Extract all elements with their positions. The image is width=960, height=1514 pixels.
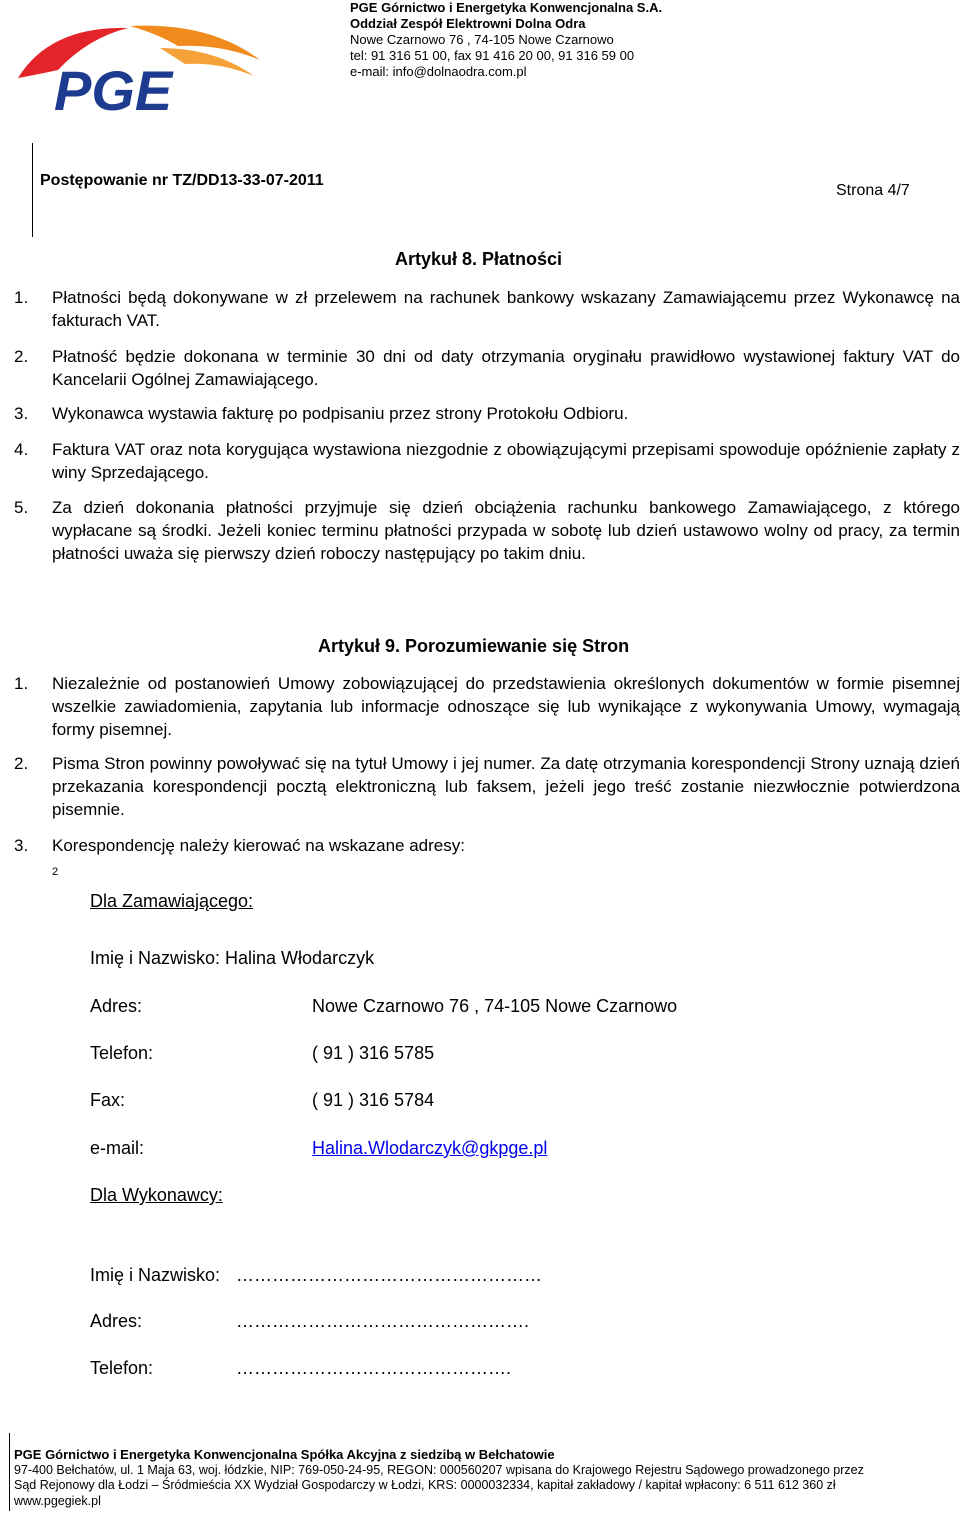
contractor-phone-value: ………………………………………. xyxy=(236,1358,512,1378)
footer-court: Sąd Rejonowy dla Łodzi – Śródmieścia XX Wydział Gospodarczy w Łodzi, KRS: 0000032334, kapitał zakładowy / kapitał wpłacony: 6 511 612 360 zł xyxy=(14,1478,836,1492)
article-9-item xyxy=(14,834,960,857)
fax-value: ( 91 ) 316 5784 xyxy=(312,1090,435,1110)
article-9-title: Artykuł 9. Porozumiewanie się Stron xyxy=(318,636,630,656)
footer-website: www.pgegiek.pl xyxy=(14,1493,101,1508)
logo-text: PGE xyxy=(54,59,173,118)
phone-value: ( 91 ) 316 5785 xyxy=(312,1043,435,1063)
footer-divider xyxy=(9,1433,10,1511)
item-text: Korespondencję należy kierować na wskazane adresy: xyxy=(52,836,465,855)
item-text: Za dzień dokonania płatności przyjmuje się dzień obciążenia rachunku bankowego Zamawiającego, z którego wypłacane są środki. Jeżeli koniec terminu płatności przypada w sobotę lub dzień ustawowo wolny od pracy, za termin płatności uważa się pierwszy dzień roboczy następujący po takim dniu. xyxy=(52,498,960,563)
item-number: 3. xyxy=(14,404,29,423)
article-8-item xyxy=(14,286,960,332)
page-number: Strona 4/7 xyxy=(836,182,910,199)
contractor-address-label: Adres: xyxy=(90,1311,143,1331)
proceeding-number: Postępowanie nr TZ/DD13-33-07-2011 xyxy=(40,172,324,189)
pge-logo xyxy=(10,18,270,118)
branch-name: Oddział Zespół Elektrowni Dolna Odra xyxy=(350,16,586,31)
item-number: 3. xyxy=(14,836,29,855)
superscript-marker: 2 xyxy=(52,866,59,878)
article-9-item xyxy=(14,752,960,821)
fax-label: Fax: xyxy=(90,1090,126,1110)
item-text: Płatności będą dokonywane w zł przelewem na rachunek bankowy wskazany Zamawiającemu przez Wykonawcę na fakturach VAT. xyxy=(52,288,960,330)
company-address: Nowe Czarnowo 76 , 74-105 Nowe Czarnowo xyxy=(350,32,614,47)
article-8-item xyxy=(14,496,960,565)
article-8-item xyxy=(14,438,960,484)
contractor-address-value: …………………………………………. xyxy=(236,1311,530,1331)
item-text: Pisma Stron powinny powoływać się na tytuł Umowy i jej numer. Za datę otrzymania korespondencji Strony uznają dzień przekazania korespondencji pocztą elektroniczną lub faksem, jeżeli jego treść zostanie niezwłocznie potwierdzona pisemnie. xyxy=(52,754,960,819)
phone-label: Telefon: xyxy=(90,1043,154,1063)
item-number: 5. xyxy=(14,498,29,517)
footer xyxy=(14,1447,864,1509)
company-name: PGE Górnictwo i Energetyka Konwencjonalna S.A. xyxy=(350,0,663,15)
address-label: Adres: xyxy=(90,996,143,1016)
item-text: Faktura VAT oraz nota korygująca wystawiona niezgodnie z obowiązującymi przepisami spowoduje opóźnienie zapłaty z winy Sprzedającego. xyxy=(52,440,960,482)
article-8-item xyxy=(14,402,960,425)
company-info xyxy=(350,0,662,80)
contractor-name-value: …………………………………………… xyxy=(236,1265,542,1285)
email-label: e-mail: xyxy=(90,1138,145,1158)
contractor-name-label: Imię i Nazwisko: xyxy=(90,1265,221,1285)
address-value: Nowe Czarnowo 76 , 74-105 Nowe Czarnowo xyxy=(312,996,678,1016)
item-number: 2. xyxy=(14,347,29,366)
article-9-item xyxy=(14,672,960,741)
item-number: 2. xyxy=(14,754,29,773)
item-text: Płatność będzie dokonana w terminie 30 dni od daty otrzymania oryginału prawidłowo wystawionej faktury VAT do Kancelarii Ogólnej Zamawiającego. xyxy=(52,347,960,389)
item-text: Niezależnie od postanowień Umowy zobowiązującej do przedstawienia określonych dokumentów w formie pisemnej wszelkie zawiadomienia, zapytania lub informacje odnoszące się lub wynikające z wykonywania Umowy, wymagają formy pisemnej. xyxy=(52,674,960,739)
contractor-heading: Dla Wykonawcy: xyxy=(90,1185,223,1205)
ordering-party-name: Imię i Nazwisko: Halina Włodarczyk xyxy=(90,948,375,968)
company-email: e-mail: info@dolnaodra.com.pl xyxy=(350,64,527,79)
footer-registry: 97-400 Bełchatów, ul. 1 Maja 63, woj. łódzkie, NIP: 769-050-24-95, REGON: 000560207 wpisana do Krajowego Rejestru Sądowego prowadzonego przez xyxy=(14,1462,864,1477)
company-phone: tel: 91 316 51 00, fax 91 416 20 00, 91 316 59 00 xyxy=(350,48,635,63)
item-text: Wykonawca wystawia fakturę po podpisaniu przez strony Protokołu Odbioru. xyxy=(52,404,629,423)
header-divider xyxy=(32,143,33,237)
article-8-item xyxy=(14,345,960,391)
contractor-phone-label: Telefon: xyxy=(90,1358,154,1378)
item-number: 1. xyxy=(14,288,29,307)
email-link[interactable]: Halina.Wlodarczyk@gkpge.pl xyxy=(312,1138,548,1158)
item-number: 4. xyxy=(14,440,29,459)
article-8-title: Artykuł 8. Płatności xyxy=(395,249,563,269)
ordering-party-heading: Dla Zamawiającego: xyxy=(90,891,254,911)
footer-company: PGE Górnictwo i Energetyka Konwencjonalna Spółka Akcyjna z siedzibą w Bełchatowie xyxy=(14,1447,555,1462)
item-number: 1. xyxy=(14,674,29,693)
